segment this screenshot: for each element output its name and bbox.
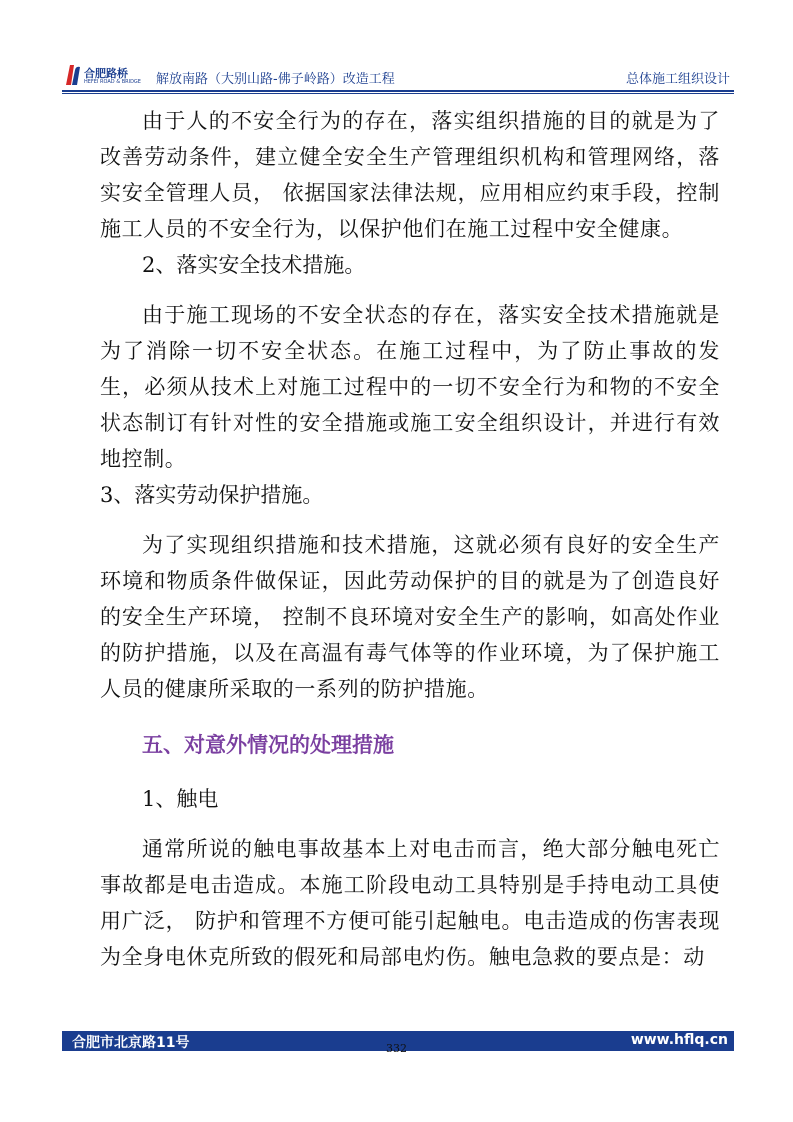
page-header bbox=[62, 62, 734, 92]
paragraph: 通常所说的触电事故基本上对电击而言，绝大部分触电死亡 事故都是电击造成。本施工阶段电动工具特别是手持电动工具使 用广泛， 防护和管理不方便可能引起触电。电击造成的伤害表现为全身电休克所致的假死和局部电灼伤。触电急救的要点是：动 bbox=[100, 837, 720, 969]
header-divider bbox=[62, 90, 734, 92]
project-title: 解放南路（大别山路-佛子岭路）改造工程 bbox=[156, 72, 395, 87]
list-item: 1、触电 bbox=[142, 787, 219, 811]
footer-address: 合肥市北京路11号 bbox=[72, 1035, 190, 1051]
paragraph: 由于人的不安全行为的存在，落实组织措施的目的就是为了 改善劳动条件，建立健全安全生产管理组织机构和管理网络，落 实安全管理人员， 依据国家法律法规，应用相应约束手段，控制施工人员的不安全行为，以保护他们在施工过程中安全健康。 bbox=[100, 109, 720, 241]
logo-mark-icon bbox=[64, 64, 82, 86]
company-logo bbox=[64, 64, 140, 88]
list-item: 2、落实安全技术措施。 bbox=[142, 253, 366, 277]
footer-website-link[interactable]: www.hflq.cn bbox=[630, 1032, 728, 1048]
paragraph: 由于施工现场的不安全状态的存在，落实安全技术措施就是 为了消除一切不安全状态。在施工过程中，为了防止事故的发 生，必须从技术上对施工过程中的一切不安全行为和物的不安全 状态制订有针对性的安全措施或施工安全组织设计，并进行有效 地控制。 bbox=[100, 303, 720, 471]
document-body bbox=[100, 103, 720, 975]
logo-text: 合肥路桥 bbox=[84, 67, 128, 80]
page-number: 332 bbox=[386, 1042, 407, 1055]
paragraph: 为了实现组织措施和技术措施，这就必须有良好的安全生产 环境和物质条件做保证，因此劳动保护的目的就是为了创造良好 的安全生产环境， 控制不良环境对安全生产的影响，如高处作业的防护措施，以及在高温有毒气体等的作业环境，为了保护施工 人员的健康所采取的一系列的防护措施。 bbox=[100, 533, 720, 701]
header-divider-thin bbox=[62, 93, 734, 94]
logo-subtext: HEFEI ROAD & BRIDGE bbox=[84, 79, 141, 85]
document-title: 总体施工组织设计 bbox=[625, 72, 730, 87]
list-item: 3、落实劳动保护措施。 bbox=[100, 483, 324, 507]
section-heading: 五、对意外情况的处理措施 bbox=[142, 733, 394, 757]
